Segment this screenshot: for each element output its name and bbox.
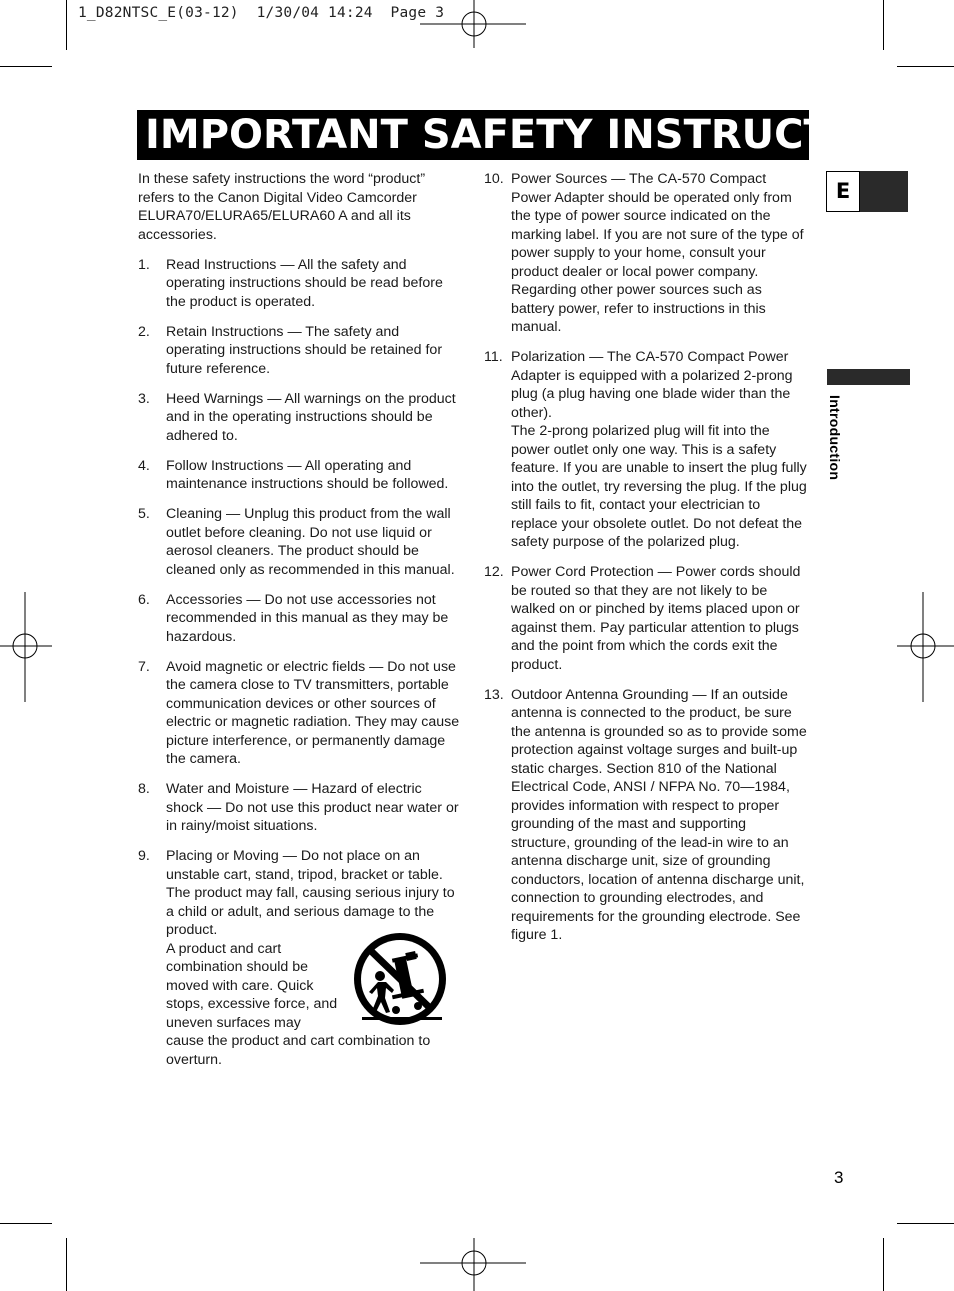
item-number: 11.: [484, 349, 503, 365]
item-number: 6.: [138, 591, 150, 608]
crop-mark: [0, 1223, 52, 1224]
item-text: Power Cord Protection — Power cords should be routed so that they are not likely to be walked on or pinched by items placed upon or against them. Pay particular attention to plugs and the point from which the cords exit the product.: [511, 564, 801, 673]
crop-mark: [883, 0, 884, 50]
page-title: IMPORTANT SAFETY INSTRUCTIONS: [145, 112, 942, 158]
instruction-item: [484, 563, 808, 674]
item-number: 8.: [138, 781, 150, 797]
crop-mark: [883, 1238, 884, 1291]
registration-mark-left: [0, 592, 52, 702]
item-text: Outdoor Antenna Grounding — If an outside antenna is connected to the product, be sure the antenna is grounded so as to provide some protection against voltage surges and built-up static charges. Section 810 of the National Electrical Code, ANSI / NFPA No. 70—1984, provides information with respect to proper grounding of the mast and supporting structure, grounding of the lead-in wire to an antenna discharge unit, size of grounding conductors, location of antenna discharge unit, connection to grounding electrodes, and requirements for the grounding electrode. See figure 1.: [511, 686, 807, 943]
instruction-item: [484, 686, 808, 945]
title-banner: [137, 110, 942, 160]
item-text: Accessories — Do not use accessories not recommended in this manual as they may be hazardous.: [166, 591, 449, 645]
item-number: 5.: [138, 506, 150, 522]
registration-mark-bottom: [420, 1238, 530, 1291]
item-text: Power Sources — The CA-570 Compact Power Adapter should be operated only from the type of power source indicated on the marking label. If you are not sure of the type of power supply to your home, consult your product dealer or local power company. Regarding other power sources such as battery power, refer to instructions in this manual.: [511, 171, 804, 335]
left-column: [138, 170, 462, 1081]
item-number: 10.: [484, 171, 504, 187]
crop-mark: [0, 66, 52, 67]
item-number: 12.: [484, 564, 504, 580]
instruction-item: [484, 348, 808, 552]
instruction-item: [484, 170, 808, 337]
cart-warning-tail: cause the product and cart combination to overturn.: [166, 1033, 431, 1068]
instruction-item: [138, 658, 462, 769]
instruction-item: [138, 457, 462, 494]
item-number: 2.: [138, 323, 150, 340]
crop-mark: [66, 0, 67, 50]
item-text-continued: The 2-prong polarized plug will fit into the power outlet only one way. This is a safety feature. If you are unable to insert the plug fully into the outlet, try reversing the plug. If the plug still fails to fit, contact your electrician to replace your obsolete outlet. Do not defeat the safety purpose of the polarized plug.: [511, 423, 807, 550]
instruction-item-placing: [138, 847, 462, 1069]
instruction-item: [138, 505, 462, 579]
section-tab-label: Introduction: [827, 395, 843, 481]
print-slug: 1_D82NTSC_E(03-12) 1/30/04 14:24 Page 3: [78, 5, 445, 21]
item-text: Retain Instructions — The safety and operating instructions should be retained for future reference.: [166, 323, 443, 377]
item-number: 4.: [138, 457, 150, 474]
instruction-item: [138, 256, 462, 312]
item-number: 13.: [484, 686, 504, 703]
item-text: Avoid magnetic or electric fields — Do not use the camera close to TV transmitters, portable communication devices or other sources of electric or magnetic radiation. They may cause picture interference, or permanently damage the camera.: [166, 658, 460, 767]
registration-mark-right: [897, 592, 954, 702]
cart-warning-text: A product and cart combination should be moved with care. Quick stops, excessive force, and uneven surfaces may: [166, 940, 338, 1031]
item-number: 7.: [138, 658, 150, 675]
item-number: 3.: [138, 390, 150, 407]
registration-mark-top: [420, 0, 530, 50]
language-tab-label: E: [826, 171, 860, 212]
item-number: 9.: [138, 848, 150, 864]
section-tab: [827, 395, 847, 495]
instruction-item: [138, 390, 462, 446]
instruction-item: [138, 780, 462, 836]
item-number: 1.: [138, 256, 150, 273]
item-text: Polarization — The CA-570 Compact Power Adapter is equipped with a polarized 2-prong plug (a plug having one blade wider than the other).: [511, 349, 793, 421]
item-text: Follow Instructions — All operating and maintenance instructions should be followed.: [166, 457, 449, 492]
section-tab-bar: [827, 369, 910, 385]
cart-tip-over-warning-icon: [352, 932, 452, 1032]
item-text: Read Instructions — All the safety and operating instructions should be read before the product is operated.: [166, 256, 443, 310]
intro-paragraph: In these safety instructions the word “product” refers to the Canon Digital Video Camcorder ELURA70/ELURA65/ELURA60 A and all its accessories.: [138, 171, 426, 243]
item-text: Placing or Moving — Do not place on an unstable cart, stand, tripod, bracket or table. The product may fall, causing serious injury to a child or adult, and serious damage to the product.: [166, 848, 455, 938]
language-tab-fill: [860, 171, 908, 212]
instruction-item: [138, 323, 462, 379]
item-text: Cleaning — Unplug this product from the wall outlet before cleaning. Do not use liquid or aerosol cleaners. The product should be cleaned only as recommended in this manual.: [166, 506, 455, 578]
right-column: [484, 170, 808, 956]
crop-mark: [897, 66, 954, 67]
item-text: Heed Warnings — All warnings on the product and in the operating instructions should be adhered to.: [166, 390, 456, 444]
item-text: Water and Moisture — Hazard of electric shock — Do not use this product near water or in rainy/moist situations.: [166, 781, 459, 834]
crop-mark: [66, 1238, 67, 1291]
cart-warning: [166, 940, 462, 1033]
page-number: 3: [834, 1168, 844, 1187]
instruction-item: [138, 591, 462, 647]
language-tab: [826, 171, 908, 212]
crop-mark: [897, 1223, 954, 1224]
